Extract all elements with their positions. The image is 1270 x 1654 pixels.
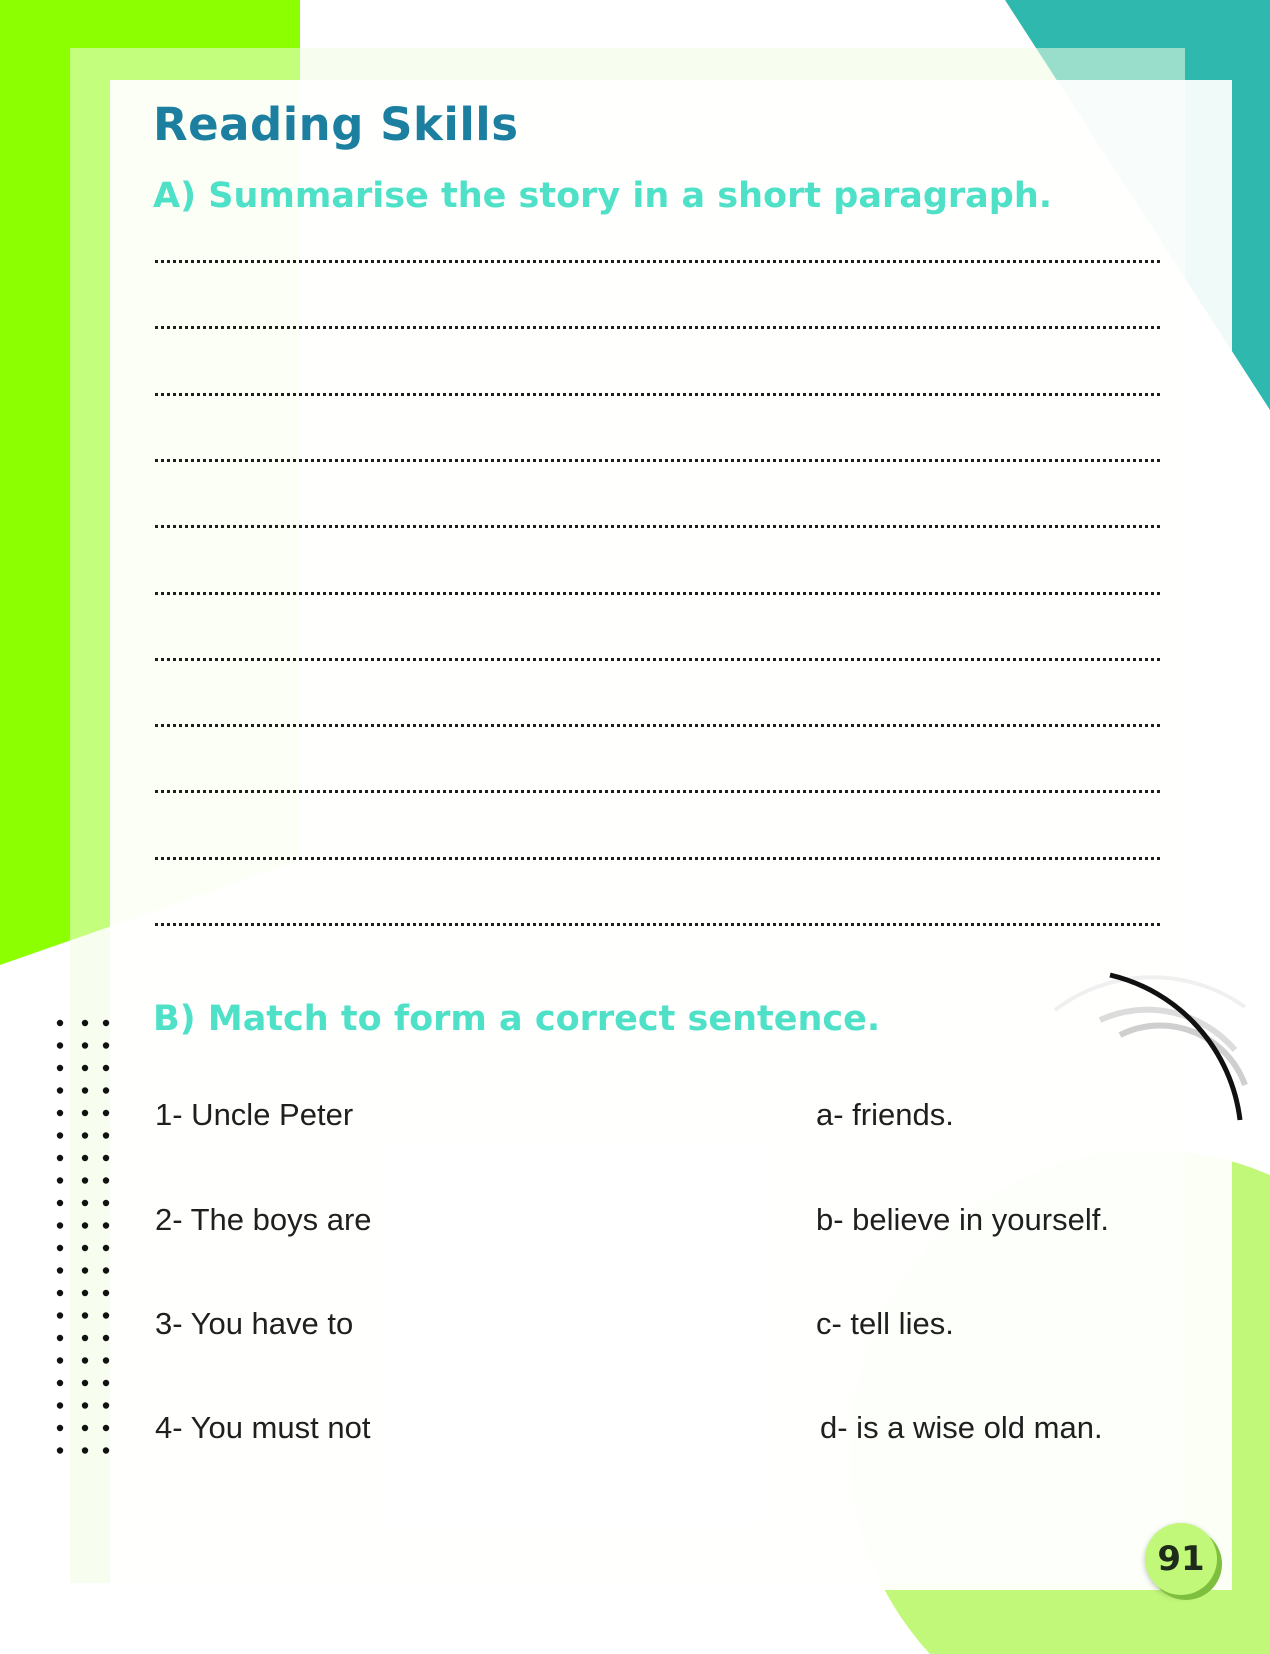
decorative-dot	[103, 1087, 109, 1093]
decorative-dot	[82, 1267, 88, 1273]
decorative-dot	[82, 1177, 88, 1183]
decorative-dot	[103, 1245, 109, 1251]
decorative-dot	[57, 1042, 63, 1048]
decorative-dot	[82, 1042, 88, 1048]
match-right-item: b- believe in yourself.	[816, 1202, 1109, 1237]
decorative-dot	[82, 1402, 88, 1408]
decorative-dot	[57, 1222, 63, 1228]
match-left-item: 2- The boys are	[155, 1202, 372, 1237]
decorative-dot	[103, 1402, 109, 1408]
section-b-heading: B) Match to form a correct sentence.	[153, 999, 881, 1039]
writing-line[interactable]	[155, 525, 1160, 528]
decorative-dot	[82, 1380, 88, 1386]
decorative-dot	[82, 1312, 88, 1318]
decorative-dot	[57, 1335, 63, 1341]
decorative-dot	[57, 1290, 63, 1296]
front-frame	[110, 80, 1232, 1590]
decorative-dot	[103, 1020, 109, 1026]
writing-line[interactable]	[155, 724, 1160, 727]
decorative-dot	[57, 1020, 63, 1026]
decorative-dot	[82, 1132, 88, 1138]
page-number: 91	[1157, 1539, 1205, 1579]
decorative-dot	[103, 1312, 109, 1318]
decorative-dot	[103, 1065, 109, 1071]
decorative-dot	[57, 1245, 63, 1251]
decorative-dot	[57, 1425, 63, 1431]
decorative-dot	[82, 1020, 88, 1026]
decorative-dot	[57, 1267, 63, 1273]
decorative-dot	[82, 1222, 88, 1228]
match-left-item: 3- You have to	[155, 1306, 354, 1341]
dot-grid-decoration	[50, 1015, 120, 1475]
decorative-dot	[57, 1177, 63, 1183]
decorative-dot	[57, 1110, 63, 1116]
decorative-dot	[82, 1200, 88, 1206]
page-number-badge	[1145, 1523, 1217, 1595]
match-right-item: c- tell lies.	[816, 1306, 954, 1341]
decorative-dot	[103, 1447, 109, 1453]
decorative-dot	[57, 1132, 63, 1138]
decorative-dot	[57, 1312, 63, 1318]
decorative-dot	[82, 1065, 88, 1071]
decorative-dot	[82, 1087, 88, 1093]
decorative-dot	[57, 1380, 63, 1386]
decorative-dot	[103, 1222, 109, 1228]
writing-line[interactable]	[155, 790, 1160, 793]
decorative-dot	[82, 1335, 88, 1341]
decorative-dot	[82, 1357, 88, 1363]
writing-line[interactable]	[155, 592, 1160, 595]
decorative-dot	[57, 1200, 63, 1206]
writing-line[interactable]	[155, 923, 1160, 926]
decorative-dot	[103, 1357, 109, 1363]
decorative-dot	[103, 1335, 109, 1341]
writing-line[interactable]	[155, 658, 1160, 661]
decorative-dot	[82, 1155, 88, 1161]
decorative-dot	[57, 1155, 63, 1161]
decorative-dot	[103, 1132, 109, 1138]
decorative-dot	[103, 1290, 109, 1296]
writing-line[interactable]	[155, 326, 1160, 329]
decorative-dot	[82, 1110, 88, 1116]
match-left-item: 1- Uncle Peter	[155, 1097, 354, 1132]
decorative-dot	[103, 1200, 109, 1206]
decorative-dot	[103, 1155, 109, 1161]
decorative-dot	[82, 1447, 88, 1453]
decorative-dot	[82, 1290, 88, 1296]
decorative-dot	[57, 1447, 63, 1453]
page-title: Reading Skills	[153, 98, 519, 151]
writing-line[interactable]	[155, 857, 1160, 860]
decorative-dot	[103, 1110, 109, 1116]
decorative-dot	[57, 1065, 63, 1071]
decorative-dot	[103, 1267, 109, 1273]
decorative-dot	[57, 1087, 63, 1093]
decorative-dot	[82, 1245, 88, 1251]
decorative-dot	[103, 1177, 109, 1183]
writing-line[interactable]	[155, 459, 1160, 462]
concentric-arcs-decoration	[1040, 935, 1270, 1135]
decorative-dot	[103, 1042, 109, 1048]
decorative-dot	[57, 1402, 63, 1408]
section-a-heading: A) Summarise the story in a short paragraph.	[153, 176, 1053, 216]
writing-line[interactable]	[155, 260, 1160, 263]
match-right-item: d- is a wise old man.	[820, 1410, 1103, 1445]
decorative-dot	[103, 1380, 109, 1386]
writing-line[interactable]	[155, 393, 1160, 396]
match-right-item: a- friends.	[816, 1097, 954, 1132]
match-left-item: 4- You must not	[155, 1410, 371, 1445]
decorative-dot	[57, 1357, 63, 1363]
decorative-dot	[103, 1425, 109, 1431]
decorative-dot	[82, 1425, 88, 1431]
